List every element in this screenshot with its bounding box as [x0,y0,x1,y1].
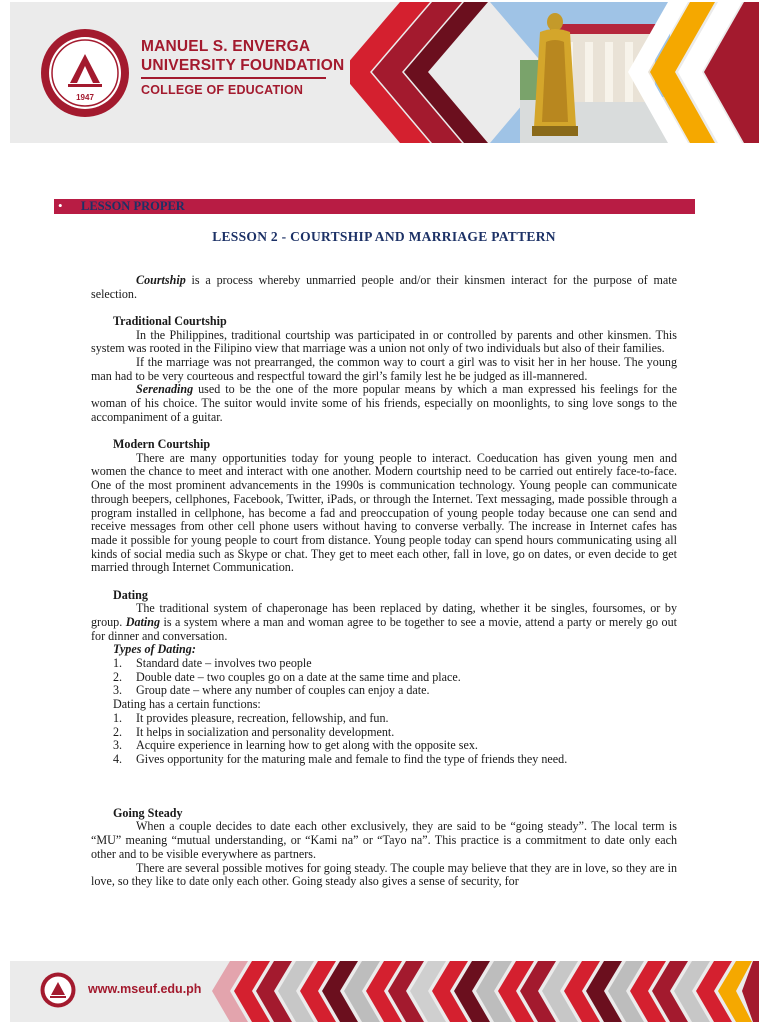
traditional-p1: In the Philippines, traditional courtship was participated in or controlled by parents and other kinsmen. This system was rooted in the Filipino view that marriage was a union not only of two individuals but also of their families. [91,327,677,356]
list-item [91,712,677,726]
dating-p1 [91,602,677,643]
university-name-line1: MANUEL S. ENVERGA [141,38,311,55]
lesson-content [91,274,677,889]
list-item [91,739,677,753]
page-footer [10,961,759,1022]
traditional-heading: Traditional Courtship [113,313,227,328]
header-banner-graphic [350,2,759,143]
list-number: 2. [113,669,123,684]
going-steady-p1: When a couple decides to date each other exclusively, they are said to be “going steady”. The local term is “MU” meaning “mutual understanding, or “Kami na” or “Tayo na”. This practice is a commitment to date only each other and to be visible everywhere as partners. [91,819,677,861]
modern-p1: There are many opportunities today for young people to interact. Coeducation has given young men and women the chance to meet and interact with one another. Modern courtship need to be carried out entirely face-to-face. One of the most prominent advancements in the 1990s is communication technology. Young people can communicate through beepers, cellphones, Facebook, Twitter, iPads, or through the Internet. Text messaging, made possible through a program installed in cellphone, has become a fad and preoccupation of young people today because one can send and receive messages from other cell phone users without having to converse verbally. The increase in Internet cafes has made it possible for young people to court from distance. Young people today can spend hours communicating using all kinds of social media such as Skype or chat. They get to meet each other, fall in love, go on dates, or even decide to get married through Internet Communication. [91,450,677,575]
university-name [141,37,344,75]
lesson-title: LESSON 2 - COURTSHIP AND MARRIAGE PATTERN [212,229,556,244]
dating-p1b: is a system where a man and woman agree to be together to see a movie, attend a party or merely go out for dinner and conversation. [91,614,678,643]
university-name-line2: UNIVERSITY FOUNDATION [141,57,345,74]
list-item [91,726,677,740]
list-text: It provides pleasure, recreation, fellowship, and fun. [136,710,389,725]
going-steady-heading: Going Steady [113,805,183,820]
list-item [91,671,677,685]
list-number: 4. [113,752,123,766]
traditional-p2: If the marriage was not prearranged, the common way to court a girl was to visit her in her house. The young man had to be very courteous and respectful toward the girl’s family lest he be judged as ill-mannered. [91,355,677,383]
going-steady-p2: There are several possible motives for going steady. The couple may believe that they are in love, so they are in love, so they like to date only each other. Going steady also gives a sense of security, for [91,860,677,889]
traditional-p3-text: used to be the one of the more popular means by which a man expressed his feelings for the woman of his choice. The suitor would invite some of his friends, especially on moonlights, to sing love songs to the accompaniment of a guitar. [91,382,677,424]
website-link[interactable]: www.mseuf.edu.ph [88,982,202,996]
list-text: Standard date – involves two people [136,656,312,671]
dating-heading: Dating [113,587,148,602]
header-divider [141,77,326,79]
courtship-term: Courtship [136,273,186,287]
list-number: 3. [113,683,123,698]
page-header [10,2,759,143]
serenading-term: Serenading [136,382,194,397]
modern-heading: Modern Courtship [113,437,211,452]
list-item [91,657,677,671]
footer-chevron-graphic [190,961,759,1022]
list-text: Acquire experience in learning how to get along with the opposite sex. [136,738,478,753]
lesson-proper-label: LESSON PROPER [81,199,185,213]
list-number: 1. [113,710,123,725]
bullet: • [58,198,63,213]
footer-seal-icon [40,972,76,1008]
functions-heading: Dating has a certain functions: [113,697,261,712]
types-of-dating-heading: Types of Dating: [113,642,196,657]
lesson-proper-bar [54,199,695,214]
list-number: 3. [113,738,123,753]
dating-functions-list [91,712,677,767]
intro-text: is a process whereby unmarried people and/or their kinsmen interact for the purpose of mate selection. [91,273,677,301]
list-number: 1. [113,656,123,671]
list-text: Group date – where any number of couples can enjoy a date. [136,683,430,698]
list-number: 2. [113,724,123,739]
types-of-dating-list [91,657,677,698]
dating-p1a: The traditional system of chaperonage has been replaced by dating, whether it be singles, foursomes, or by group. [91,601,677,629]
list-text: Gives opportunity for the maturing male and female to find the type of friends they need. [136,752,568,766]
college-name: COLLEGE OF EDUCATION [141,83,304,97]
intro-paragraph [91,274,677,301]
traditional-p3 [91,383,677,424]
list-item [91,684,677,698]
list-text: It helps in socialization and personality development. [136,724,395,739]
dating-term: Dating [125,614,161,629]
list-item [91,753,677,767]
seal-year: 1947 [76,93,94,102]
university-seal-icon [40,28,130,118]
list-text: Double date – two couples go on a date at the same time and place. [136,669,461,684]
